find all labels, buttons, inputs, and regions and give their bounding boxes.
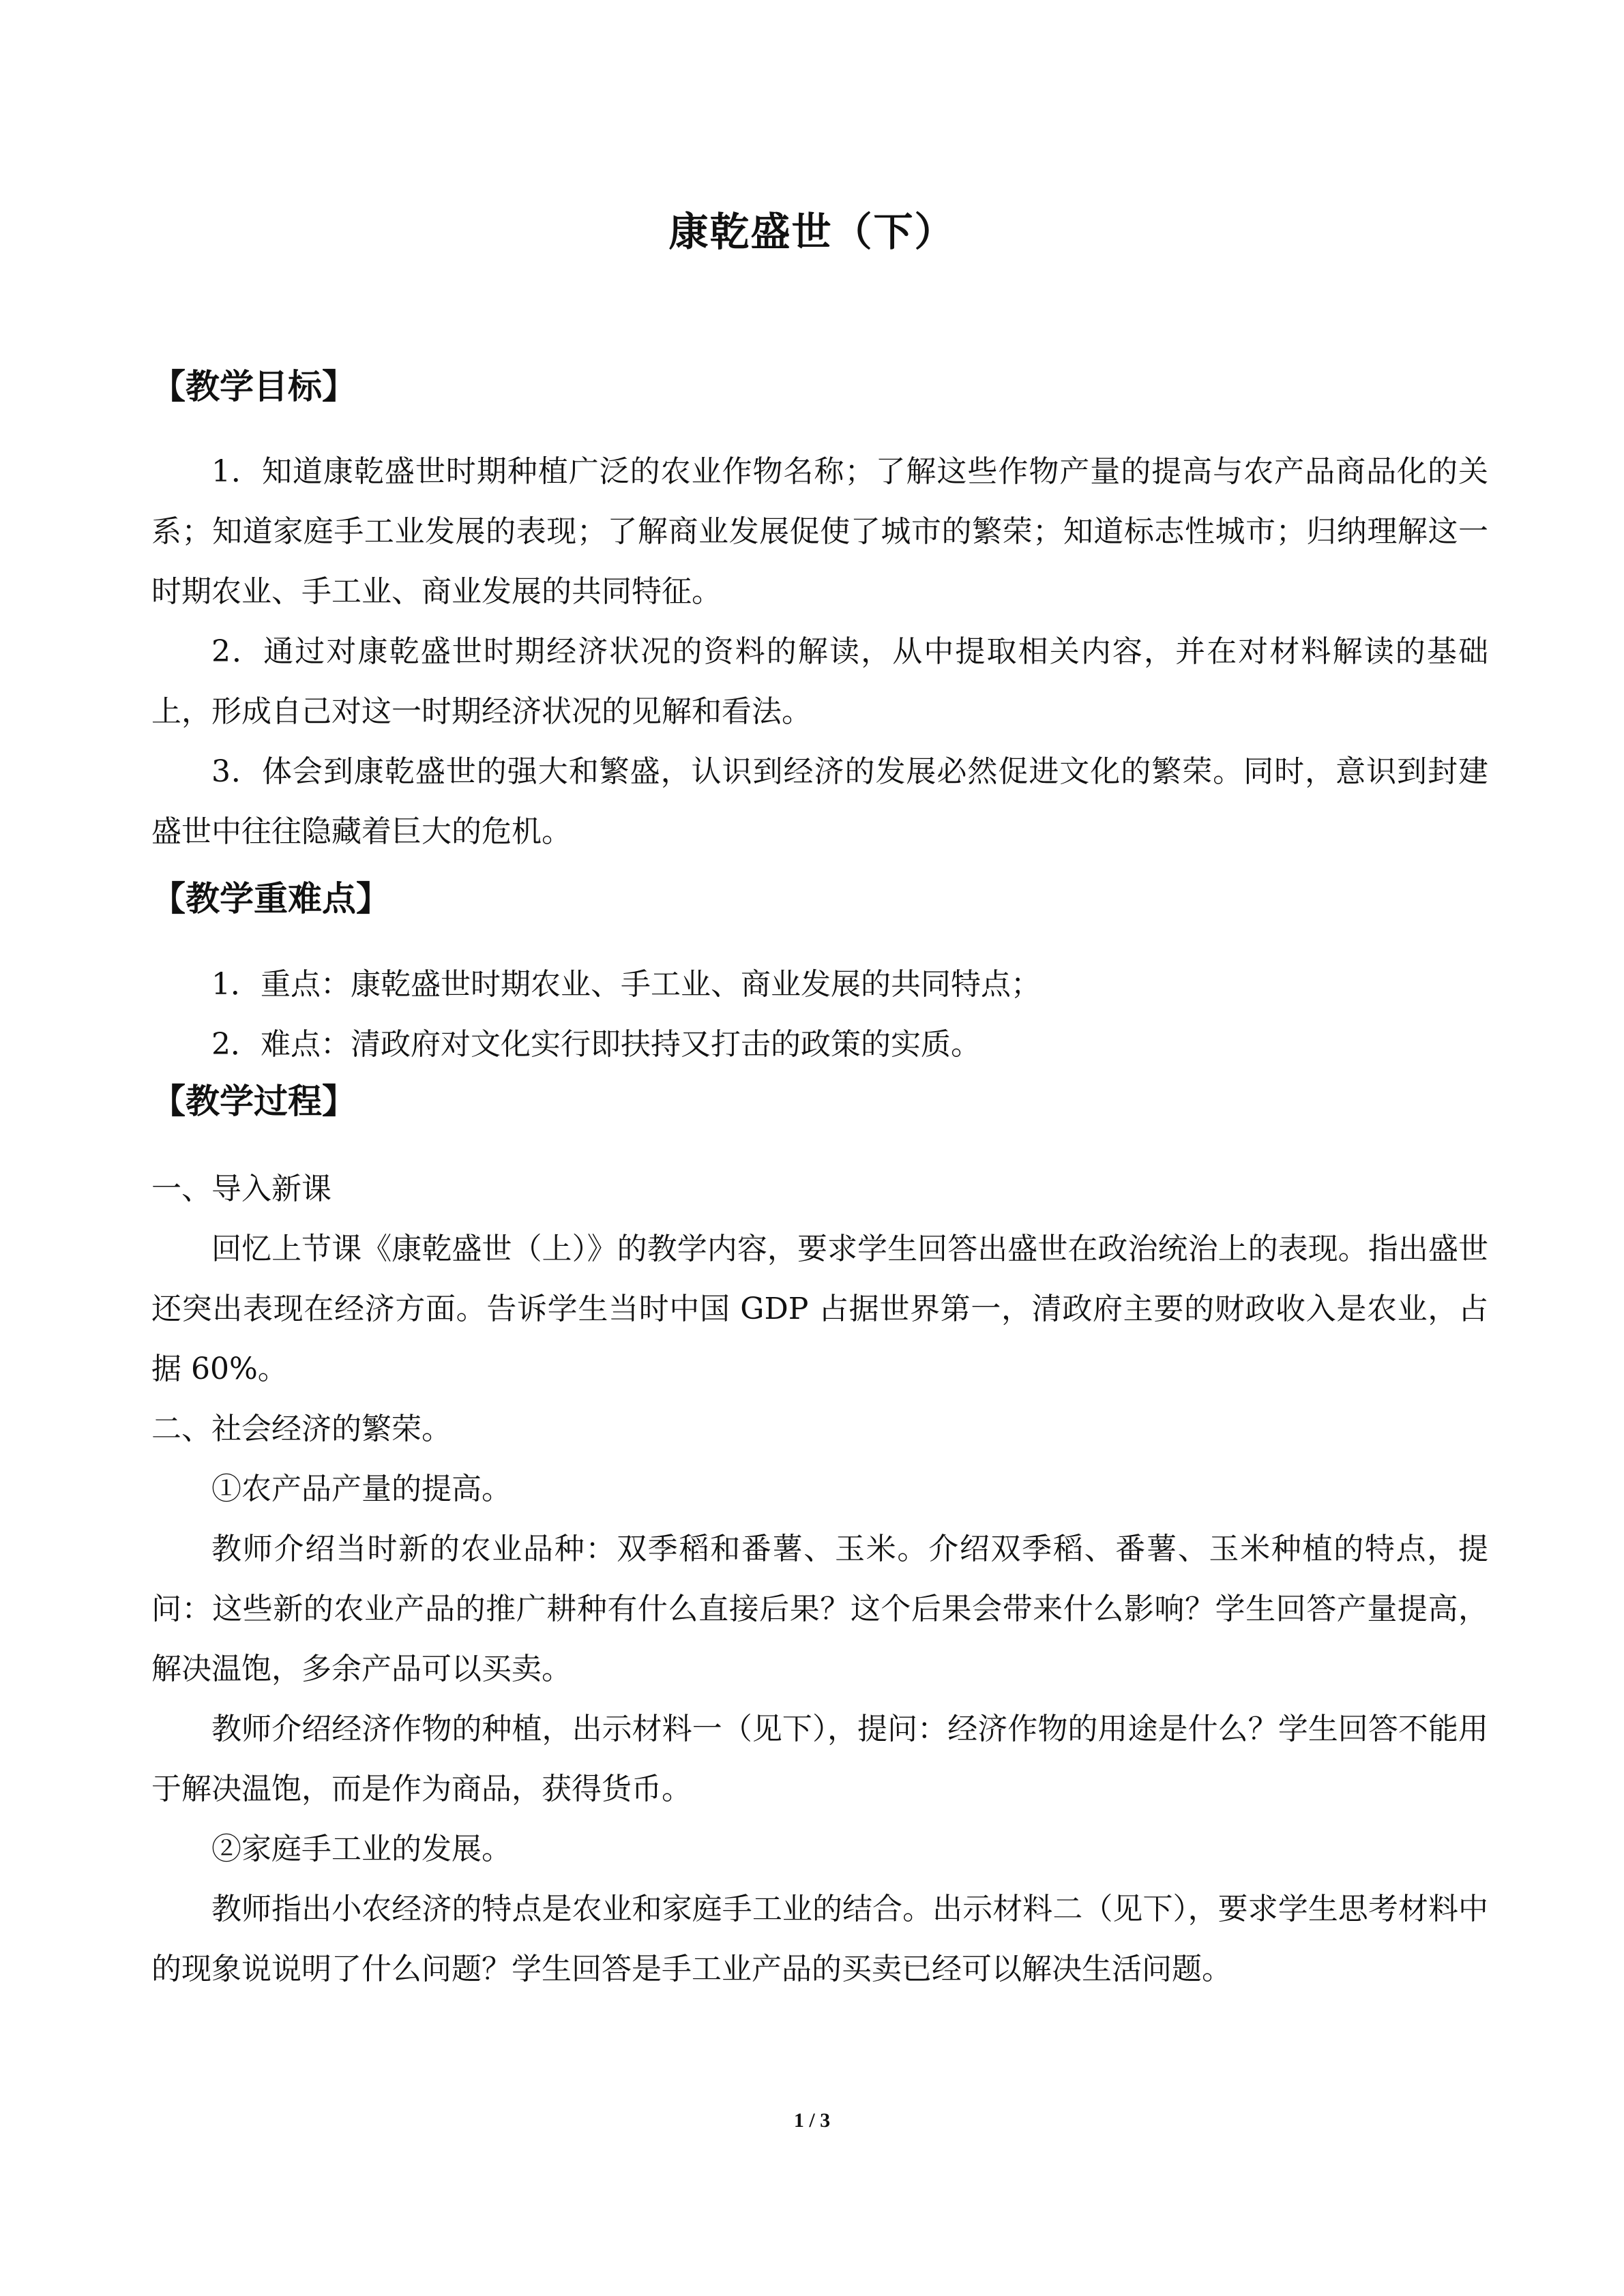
process-sub1-text1: 教师介绍当时新的农业品种：双季稻和番薯、玉米。介绍双季稻、番薯、玉米种植的特点，提问：这些新的农业产品的推广耕种有什么直接后果？这个后果会带来什么影响？学生回答产量提高，解决温饱，多余产品可以买卖。 <box>151 1532 1488 1686</box>
process-sub1-text2: 教师介绍经济作物的种植，出示材料一（见下），提问：经济作物的用途是什么？学生回答不能用于解决温饱，而是作为商品，获得货币。 <box>151 1712 1488 1806</box>
key-point-item-2: 2．难点：清政府对文化实行即扶持又打击的政策的实质。 <box>211 1027 981 1062</box>
process-part2-title: 二、社会经济的繁荣。 <box>151 1412 452 1446</box>
document-title: 康乾盛世（下） <box>668 209 956 255</box>
objective-item-2: 2．通过对康乾盛世时期经济状况的资料的解读，从中提取相关内容，并在对材料解读的基础上，形成自己对这一时期经济状况的见解和看法。 <box>151 634 1488 729</box>
objectives-heading: 【教学目标】 <box>151 367 356 406</box>
process-heading: 【教学过程】 <box>151 1082 356 1121</box>
process-part1-title: 一、导入新课 <box>151 1172 331 1206</box>
page-number: 1 / 3 <box>793 2109 831 2132</box>
process-sub2-text: 教师指出小农经济的特点是农业和家庭手工业的结合。出示材料二（见下），要求学生思考材料中的现象说说明了什么问题？学生回答是手工业产品的买卖已经可以解决生活问题。 <box>151 1892 1488 1986</box>
key-points-heading: 【教学重难点】 <box>151 879 390 919</box>
key-point-item-1: 1．重点：康乾盛世时期农业、手工业、商业发展的共同特点； <box>211 967 1041 1002</box>
process-part1-text: 回忆上节课《康乾盛世（上）》的教学内容，要求学生回答出盛世在政治统治上的表现。指出盛世还突出表现在经济方面。告诉学生当时中国 GDP 占据世界第一，清政府主要的财政收入是农业，占据 60%。 <box>151 1232 1488 1386</box>
process-sub1-title: ①农产品产量的提高。 <box>211 1472 512 1506</box>
objective-item-3: 3．体会到康乾盛世的强大和繁盛，认识到经济的发展必然促进文化的繁荣。同时，意识到封建盛世中往往隐藏着巨大的危机。 <box>151 754 1488 849</box>
objective-item-1: 1．知道康乾盛世时期种植广泛的农业作物名称；了解这些作物产量的提高与农产品商品化的关系；知道家庭手工业发展的表现；了解商业发展促使了城市的繁荣；知道标志性城市；归纳理解这一时期农业、手工业、商业发展的共同特征。 <box>151 454 1488 609</box>
process-sub2-title: ②家庭手工业的发展。 <box>211 1832 512 1866</box>
